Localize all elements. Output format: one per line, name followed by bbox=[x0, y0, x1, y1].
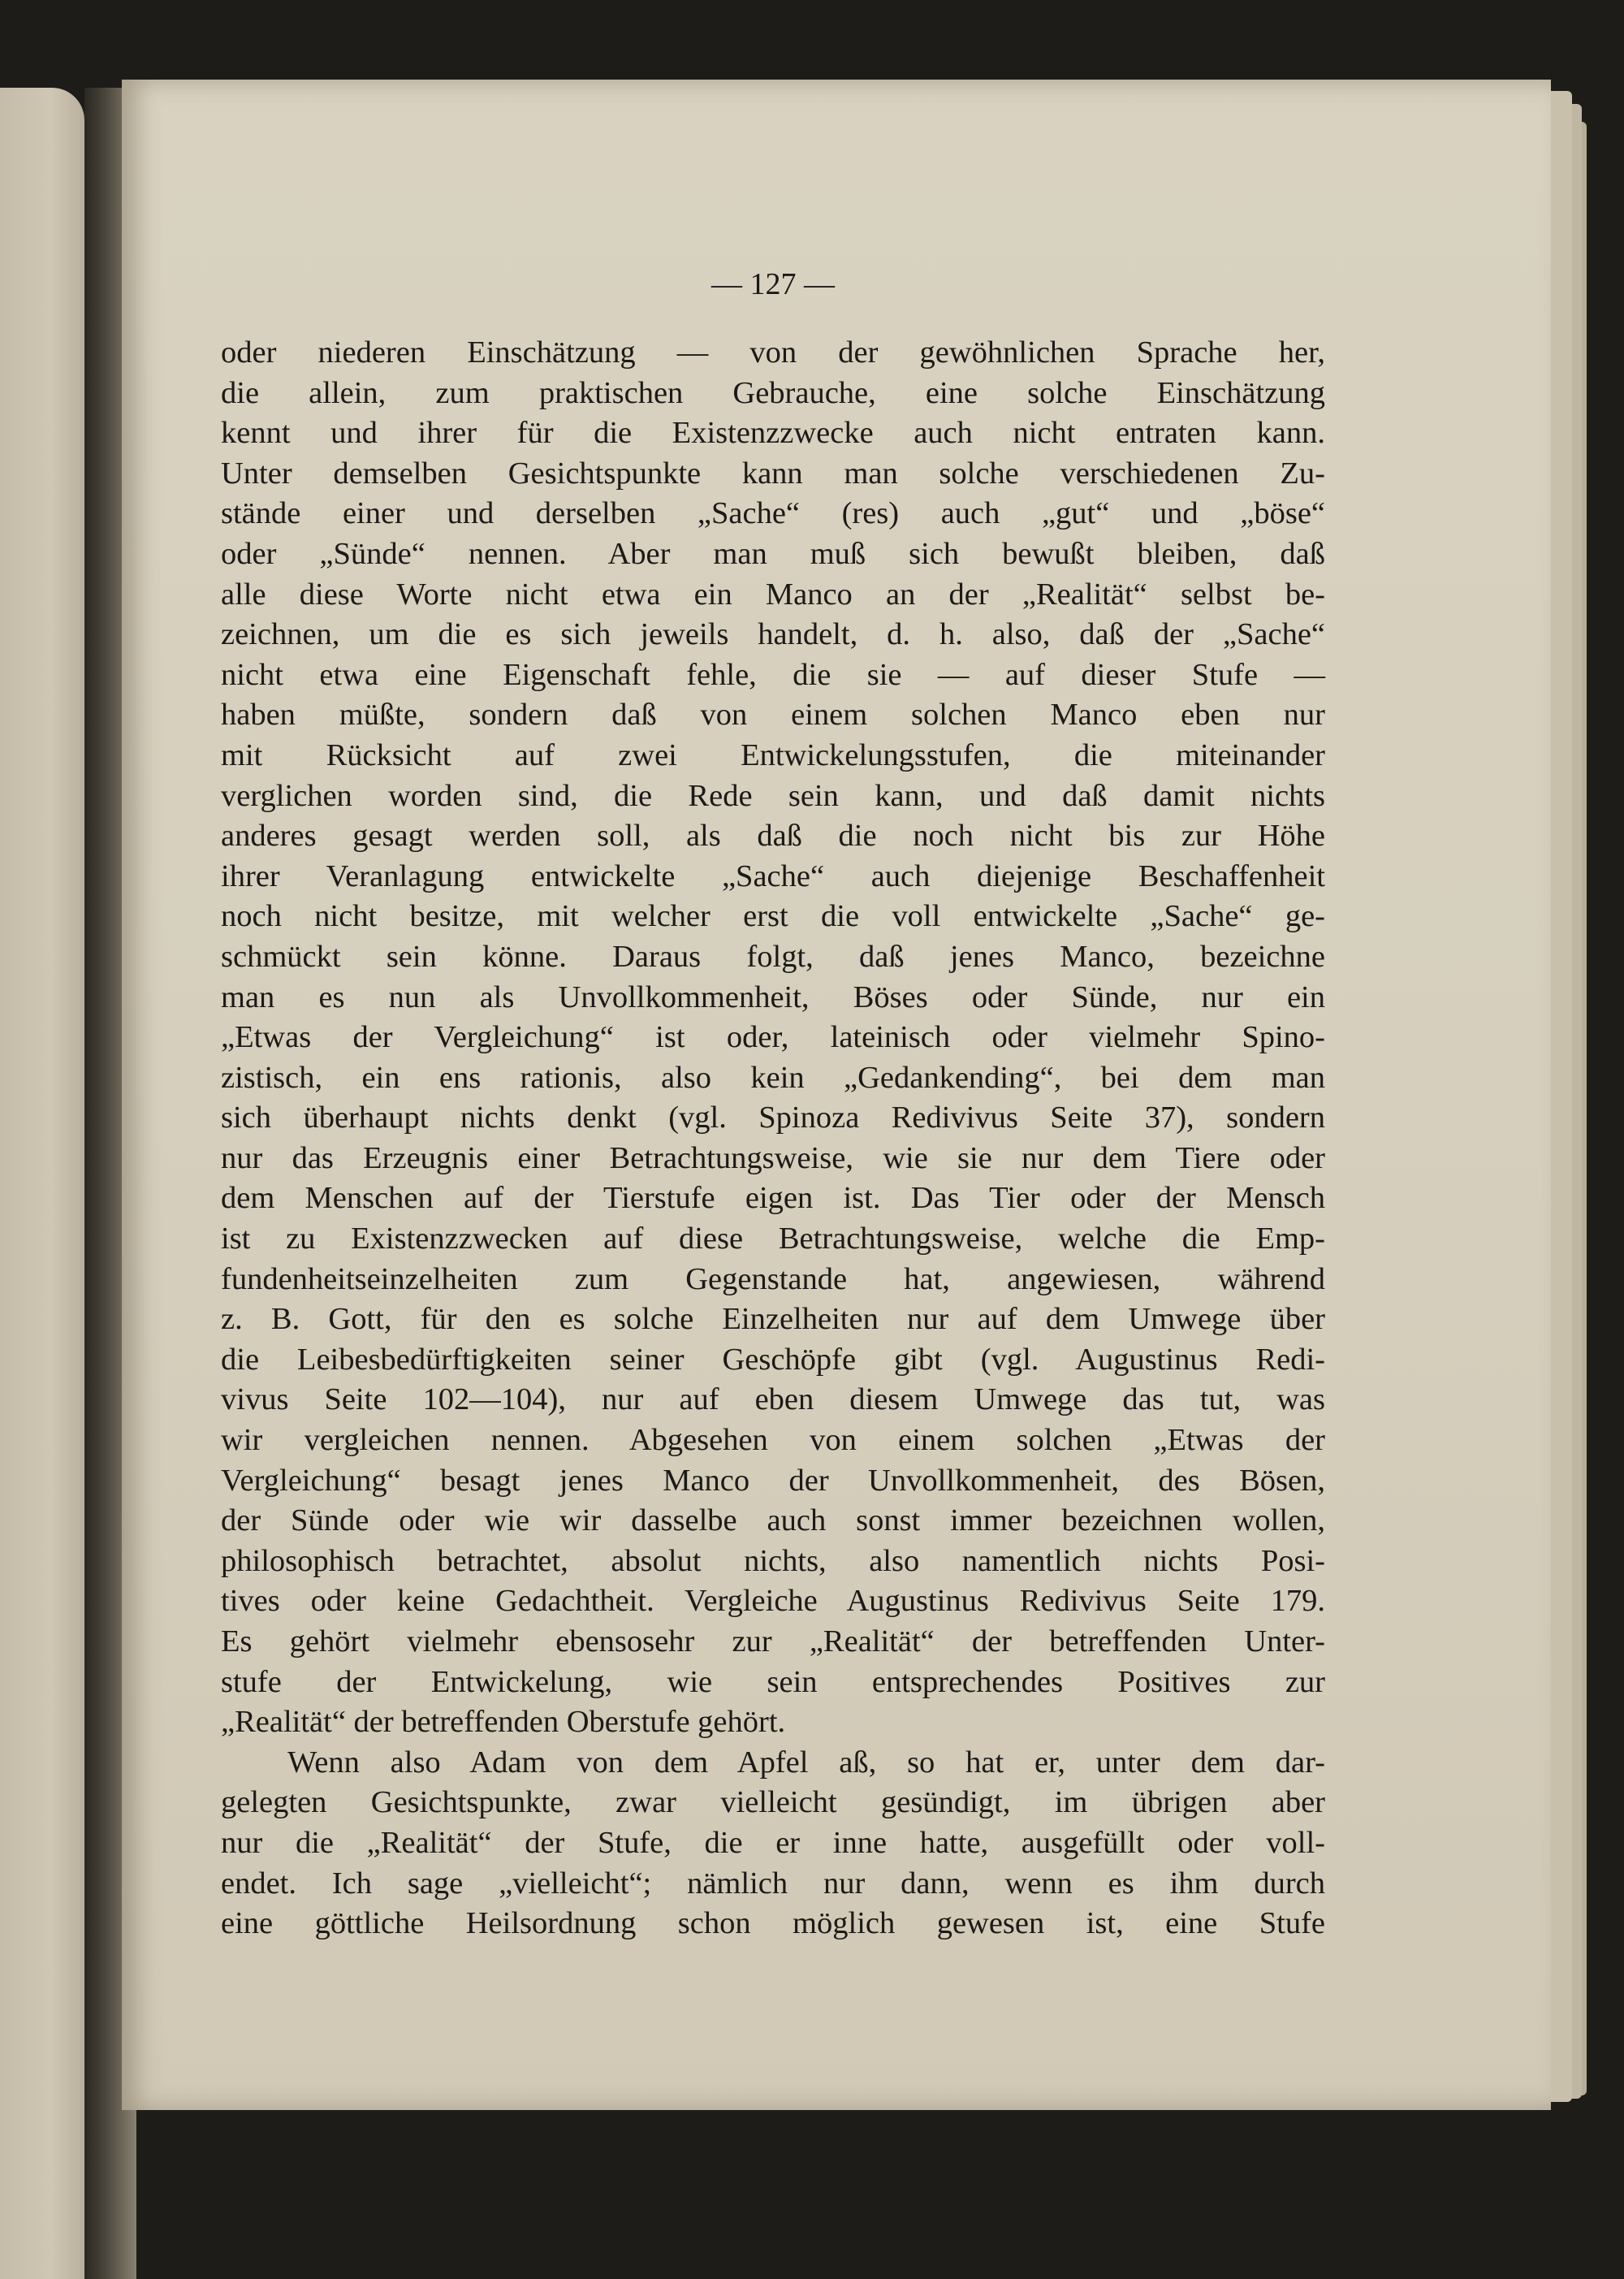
text-line: man es nun als Unvollkommenheit, Böses oder Sünde, nur ein bbox=[221, 979, 1325, 1014]
text-line: wir vergleichen nennen. Abgesehen von einem solchen „Etwas der bbox=[221, 1423, 1325, 1458]
text-line: kennt und ihrer für die Existenzzwecke auch nicht entraten kann. bbox=[221, 416, 1325, 451]
text-line: Es gehört vielmehr ebensosehr zur „Realität“ der betreffenden Unter- bbox=[221, 1624, 1325, 1658]
text-line: eine göttliche Heilsordnung schon möglich gewesen ist, eine Stufe bbox=[221, 1906, 1325, 1941]
text-line: vivus Seite 102—104), nur auf eben diesem Umwege das tut, was bbox=[221, 1382, 1325, 1417]
text-line: „Etwas der Vergleichung“ ist oder, lateinisch oder vielmehr Spino- bbox=[221, 1020, 1325, 1055]
text-line: stufe der Entwickelung, wie sein entsprechendes Positives zur bbox=[221, 1664, 1325, 1699]
text-line: fundenheitseinzelheiten zum Gegenstande hat, angewiesen, während bbox=[221, 1261, 1325, 1296]
text-line: Wenn also Adam von dem Apfel aß, so hat er, unter dem dar- bbox=[287, 1745, 1325, 1780]
page-number: — 127 — bbox=[711, 267, 835, 301]
page-text-block bbox=[221, 268, 1325, 1944]
text-line: ihrer Veranlagung entwickelte „Sache“ auch diejenige Beschaffenheit bbox=[221, 858, 1325, 893]
text-line: zeichnen, um die es sich jeweils handelt, d. h. also, daß der „Sache“ bbox=[221, 617, 1325, 652]
text-line: gelegten Gesichtspunkte, zwar vielleicht gesündigt, im übrigen aber bbox=[221, 1785, 1325, 1820]
text-line: oder „Sünde“ nennen. Aber man muß sich bewußt bleiben, daß bbox=[221, 536, 1325, 571]
text-line: Unter demselben Gesichtspunkte kann man solche verschiedenen Zu- bbox=[221, 456, 1325, 491]
text-line: haben müßte, sondern daß von einem solchen Manco eben nur bbox=[221, 698, 1325, 733]
text-line: nicht etwa eine Eigenschaft fehle, die sie — auf dieser Stufe — bbox=[221, 657, 1325, 692]
text-line: noch nicht besitze, mit welcher erst die voll entwickelte „Sache“ ge- bbox=[221, 899, 1325, 934]
text-line: „Realität“ der betreffenden Oberstufe gehört. bbox=[221, 1705, 786, 1740]
text-line: zistisch, ein ens rationis, also kein „Gedankending“, bei dem man bbox=[221, 1060, 1325, 1095]
text-line: alle diese Worte nicht etwa ein Manco an der „Realität“ selbst be- bbox=[221, 577, 1325, 612]
text-line: sich überhaupt nichts denkt (vgl. Spinoza Redivivus Seite 37), sondern bbox=[221, 1101, 1325, 1135]
text-line: ist zu Existenzzwecken auf diese Betrachtungsweise, welche die Emp- bbox=[221, 1222, 1325, 1256]
text-line: stände einer und derselben „Sache“ (res) auch „gut“ und „böse“ bbox=[221, 496, 1325, 531]
text-line: die Leibesbedürftigkeiten seiner Geschöpfe gibt (vgl. Augustinus Redi- bbox=[221, 1342, 1325, 1377]
text-line: endet. Ich sage „vielleicht“; nämlich nur dann, wenn es ihm durch bbox=[221, 1866, 1325, 1901]
text-line: nur die „Realität“ der Stufe, die er inne hatte, ausgefüllt oder voll- bbox=[221, 1825, 1325, 1860]
text-line: schmückt sein könne. Daraus folgt, daß jenes Manco, bezeichne bbox=[221, 939, 1325, 974]
book-page bbox=[122, 80, 1551, 2110]
text-line: Vergleichung“ besagt jenes Manco der Unvollkommenheit, des Bösen, bbox=[221, 1463, 1325, 1498]
text-line: dem Menschen auf der Tierstufe eigen ist. Das Tier oder der Mensch bbox=[221, 1181, 1325, 1216]
text-line: mit Rücksicht auf zwei Entwickelungsstufen, die miteinander bbox=[221, 737, 1325, 772]
text-line: tives oder keine Gedachtheit. Vergleiche Augustinus Redivivus Seite 179. bbox=[221, 1584, 1325, 1619]
body-text bbox=[221, 333, 1325, 1944]
left-facing-page-edge bbox=[0, 88, 84, 2279]
text-line: philosophisch betrachtet, absolut nichts, also namentlich nichts Posi- bbox=[221, 1543, 1325, 1578]
text-line: verglichen worden sind, die Rede sein kann, und daß damit nichts bbox=[221, 778, 1325, 813]
text-line: z. B. Gott, für den es solche Einzelheiten nur auf dem Umwege über bbox=[221, 1302, 1325, 1337]
text-line: nur das Erzeugnis einer Betrachtungsweise, wie sie nur dem Tiere oder bbox=[221, 1140, 1325, 1175]
text-line: anderes gesagt werden soll, als daß die noch nicht bis zur Höhe bbox=[221, 819, 1325, 854]
text-line: die allein, zum praktischen Gebrauche, eine solche Einschätzung bbox=[221, 375, 1325, 410]
text-line: der Sünde oder wie wir dasselbe auch sonst immer bezeichnen wollen, bbox=[221, 1503, 1325, 1538]
text-line: oder niederen Einschätzung — von der gewöhnlichen Sprache her, bbox=[221, 335, 1325, 370]
